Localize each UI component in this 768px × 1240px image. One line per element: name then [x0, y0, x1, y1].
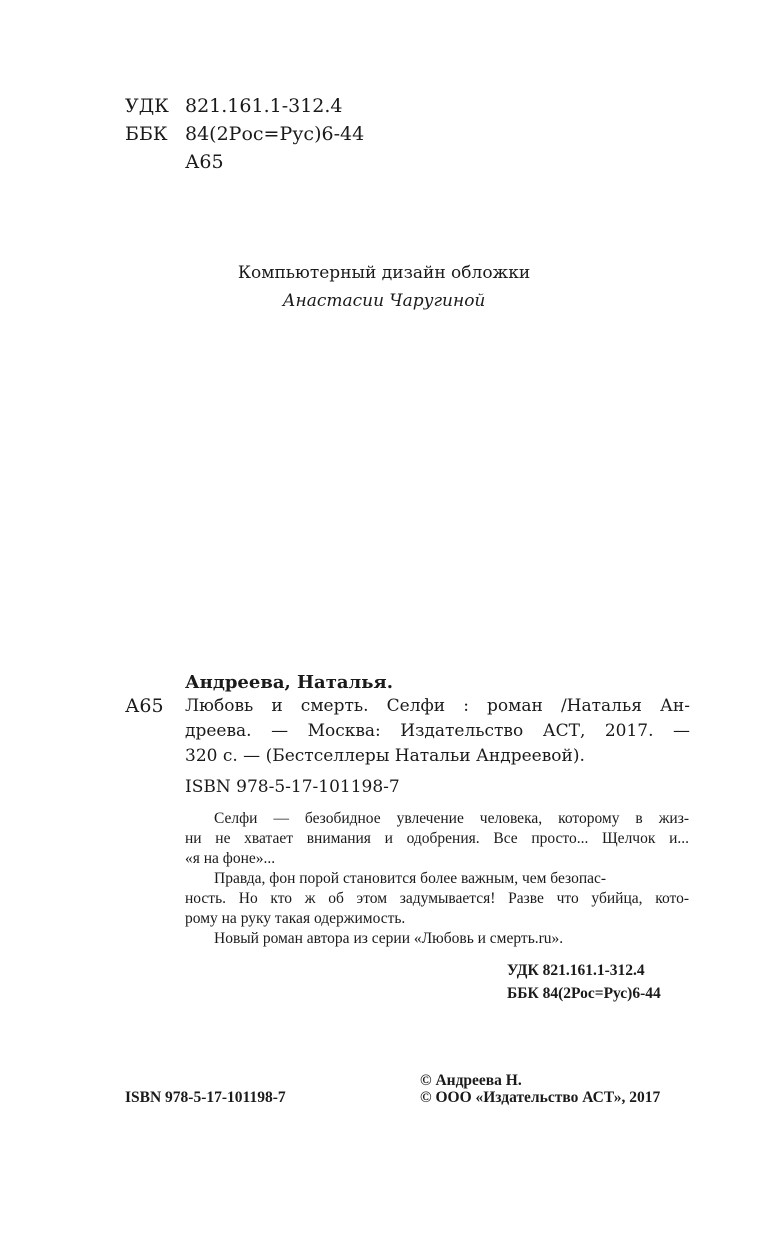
author-mark-top: А65 [185, 151, 224, 173]
copyright-publisher: © ООО «Издательство АСТ», 2017 [420, 1089, 661, 1106]
annotation-line: Правда, фон порой становится более важным, чем безопас- [214, 870, 607, 887]
cover-credit-title: Компьютерный дизайн обложки [237, 263, 531, 283]
bbk-value: 84(2Рос=Рус)6-44 [185, 123, 365, 145]
annotation-line: рому на руку такая одержимость. [185, 910, 406, 927]
udk-label: УДК [125, 95, 169, 117]
bbk-label: ББК [125, 123, 168, 145]
description-line-2: дреева. — Москва: Издательство АСТ, 2017. — [185, 721, 690, 741]
author-heading: Андреева, Наталья. [185, 672, 393, 693]
annotation [185, 809, 689, 949]
udk-value: 821.161.1-312.4 [185, 95, 343, 117]
annotation-line: «я на фоне»... [185, 850, 276, 867]
annotation-line: Селфи — безобидное увлечение человека, которому в жиз- [214, 810, 689, 827]
description-line-1: Любовь и смерть. Селфи : роман /Наталья Ан- [185, 696, 690, 716]
footer-bbk: ББК 84(2Рос=Рус)6-44 [507, 985, 661, 1002]
cover-credit-name: Анастасии Чаругиной [282, 291, 486, 311]
description-line-3: 320 с. — (Бестселлеры Натальи Андреевой). [185, 746, 585, 766]
footer-isbn: ISBN 978-5-17-101198-7 [125, 1089, 286, 1106]
record-isbn: ISBN 978-5-17-101198-7 [185, 777, 400, 797]
copyright-author: © Андреева Н. [420, 1072, 522, 1089]
annotation-line: Новый роман автора из серии «Любовь и смерть.ru». [214, 930, 564, 947]
annotation-line: ность. Но кто ж об этом задумывается! Разве что убийца, кото- [185, 890, 689, 907]
annotation-line: ни не хватает внимания и одобрения. Все просто... Щелчок и... [185, 830, 689, 847]
footer-udk: УДК 821.161.1-312.4 [507, 962, 645, 979]
author-mark-record: А65 [125, 695, 164, 717]
